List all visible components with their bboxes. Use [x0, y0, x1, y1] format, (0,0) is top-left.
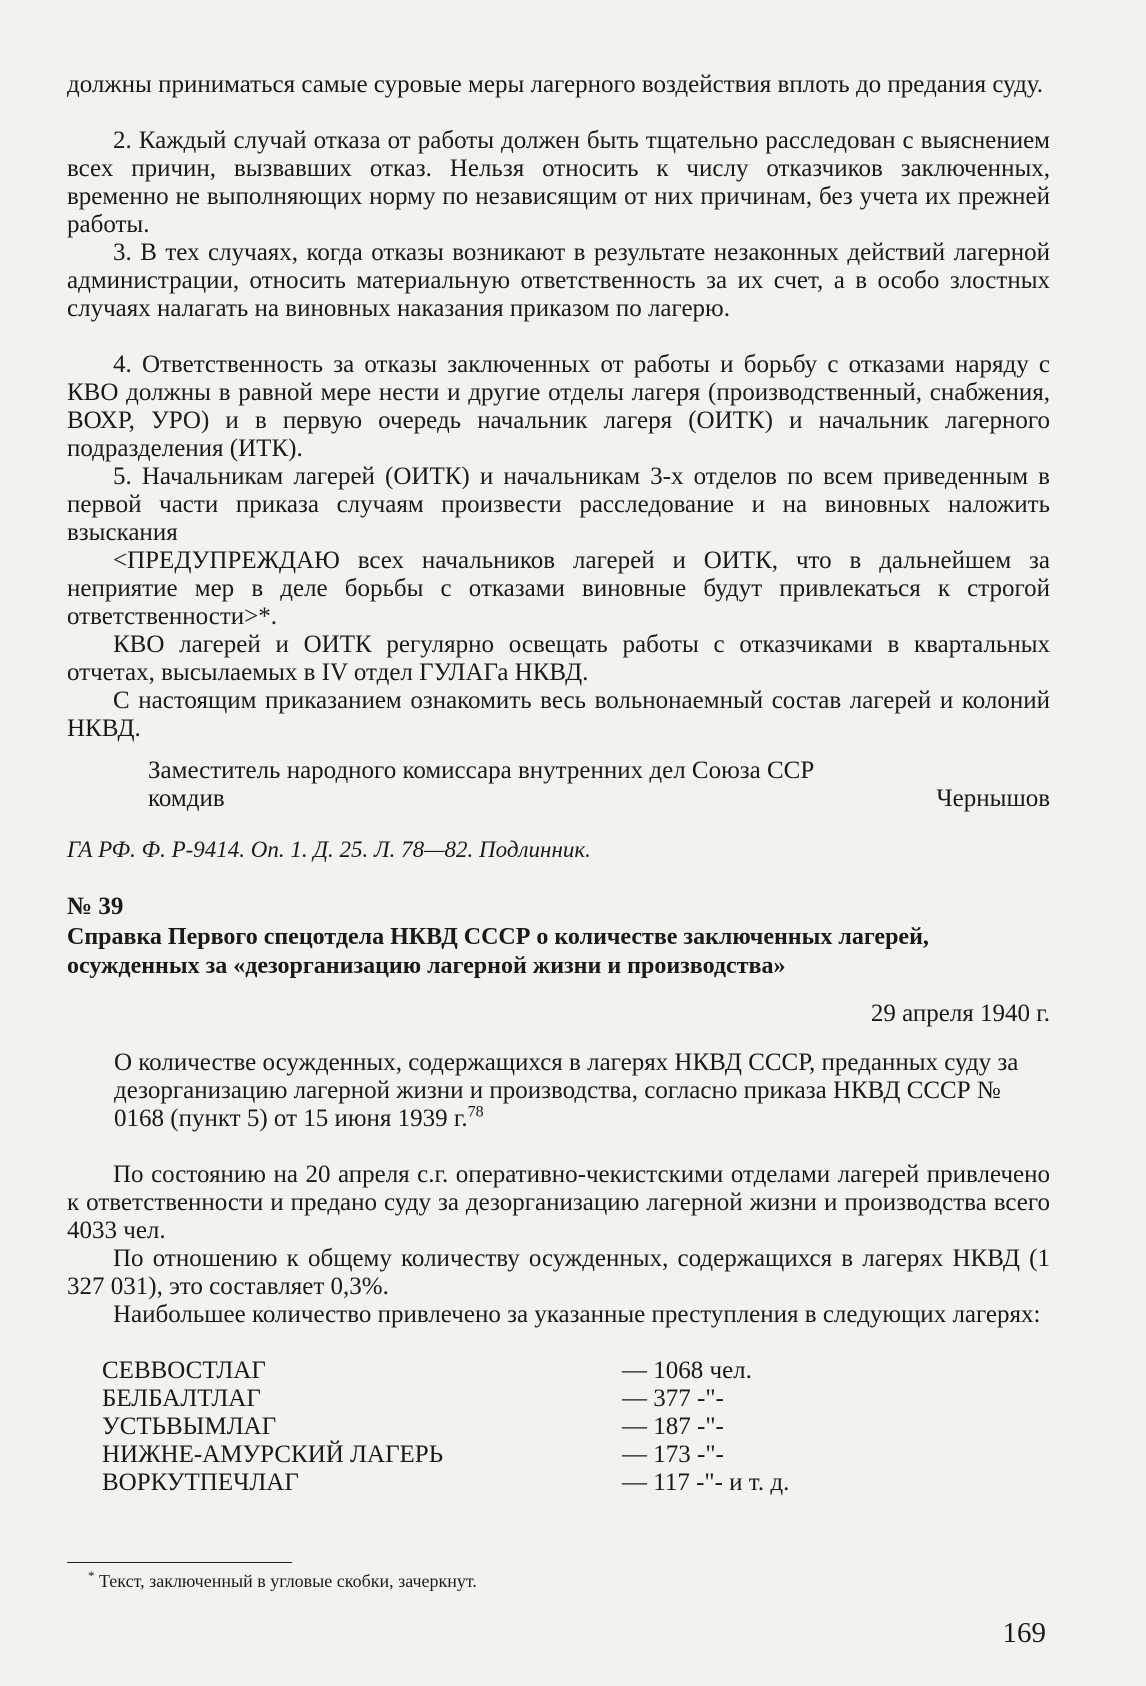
signatory-name: Чернышов [936, 785, 1050, 812]
camp-count: — 173 -"- [622, 1441, 724, 1468]
paragraph-acquaint-staff: С настоящим приказанием ознакомить весь вольнонаемный состав лагерей и колоний НКВД. [67, 687, 1050, 742]
camp-name: НИЖНЕ-АМУРСКИЙ ЛАГЕРЬ [102, 1441, 444, 1468]
camp-count: — 187 -"- [622, 1413, 724, 1440]
camp-name: ВОРКУТПЕЧЛАГ [102, 1469, 299, 1496]
footnote [88, 1568, 477, 1592]
document-subject-text: О количестве осужденных, содержащихся в лагерях НКВД СССР, преданных суду за дезорганизацию лагерной жизни и производства, согласно приказа НКВД СССР № 0168 (пункт 5) от 15 июня 1939 г. [114, 1049, 1019, 1132]
document-number: № 39 [67, 893, 124, 920]
camp-count: — 1068 чел. [622, 1357, 752, 1384]
camp-count: — 117 -"- и т. д. [622, 1469, 790, 1496]
paragraph-camps-intro: Наибольшее количество привлечено за указанные преступления в следующих лагерях: [113, 1301, 1041, 1328]
paragraph-percentage: По отношению к общему количеству осужденных, содержащихся в лагерях НКВД (1 327 031), это составляет 0,3%. [67, 1245, 1050, 1300]
paragraph-item-2: 2. Каждый случай отказа от работы должен быть тщательно расследован с выяснением всех причин, вызвавших отказ. Нельзя относить к числу отказчиков заключенных, временно не выполняющих норму по независящим от них причинам, без учета их прежней работы. [67, 127, 1050, 238]
document-date: 29 апреля 1940 г. [870, 1000, 1050, 1027]
document-subject [114, 1049, 1054, 1133]
paragraph-item-4: 4. Ответственность за отказы заключенных от работы и борьбу с отказами наряду с КВО должны в равной мере нести и другие отделы лагеря (производственный, снабжения, ВОХР, УРО) и в первую очередь начальник лагеря (ОИТК) и начальник лагерного подразделения (ИТК). [67, 351, 1050, 462]
signatory-rank: комдив [148, 785, 225, 812]
footnote-mark: * [88, 1568, 95, 1583]
paragraph-crossed-out-warning: <ПРЕДУПРЕЖДАЮ всех начальников лагерей и ОИТК, что в дальнейшем за неприятие мер в деле борьбы с отказами виновные будут привлекаться к строгой ответственности>*. [67, 547, 1050, 630]
camp-name: УСТЬВЫМЛАГ [102, 1413, 277, 1440]
camp-count: — 377 -"- [622, 1385, 724, 1412]
signatory-position: Заместитель народного комиссара внутренних дел Союза ССР [148, 757, 815, 784]
document-title: Справка Первого спецотдела НКВД СССР о количестве заключенных лагерей, осужденных за «дезорганизацию лагерной жизни и производства» [67, 924, 929, 979]
paragraph-total-convicted: По состоянию на 20 апреля с.г. оперативно-чекистскими отделами лагерей привлечено к ответственности и предано суду за дезорганизацию лагерной жизни и производства всего 4033 чел. [67, 1161, 1050, 1244]
paragraph-item-5: 5. Начальникам лагерей (ОИТК) и начальникам 3-х отделов по всем приведенным в первой части приказа случаям произвести расследование и на виновных наложить взыскания [67, 463, 1050, 546]
footnote-divider [67, 1562, 292, 1563]
footnote-text: Текст, заключенный в угловые скобки, зачеркнут. [99, 1571, 477, 1591]
paragraph-kvo-reports: КВО лагерей и ОИТК регулярно освещать работы с отказчиками в квартальных отчетах, высылаемых в IV отдел ГУЛАГа НКВД. [67, 631, 1050, 686]
paragraph-item-3: 3. В тех случаях, когда отказы возникают в результате незаконных действий лагерной администрации, относить материальную ответственность за их счет, а в особо злостных случаях налагать на виновных наказания приказом по лагерю. [67, 239, 1050, 322]
endnote-ref: 78 [467, 1103, 484, 1121]
archive-reference: ГА РФ. Ф. Р-9414. Оп. 1. Д. 25. Л. 78—82. Подлинник. [67, 837, 591, 862]
camp-name: БЕЛБАЛТЛАГ [102, 1385, 261, 1412]
camp-name: СЕВВОСТЛАГ [102, 1357, 266, 1384]
paragraph-continuation: должны приниматься самые суровые меры лагерного воздействия вплоть до предания суду. [67, 71, 1044, 98]
page-number: 169 [1002, 1617, 1046, 1649]
